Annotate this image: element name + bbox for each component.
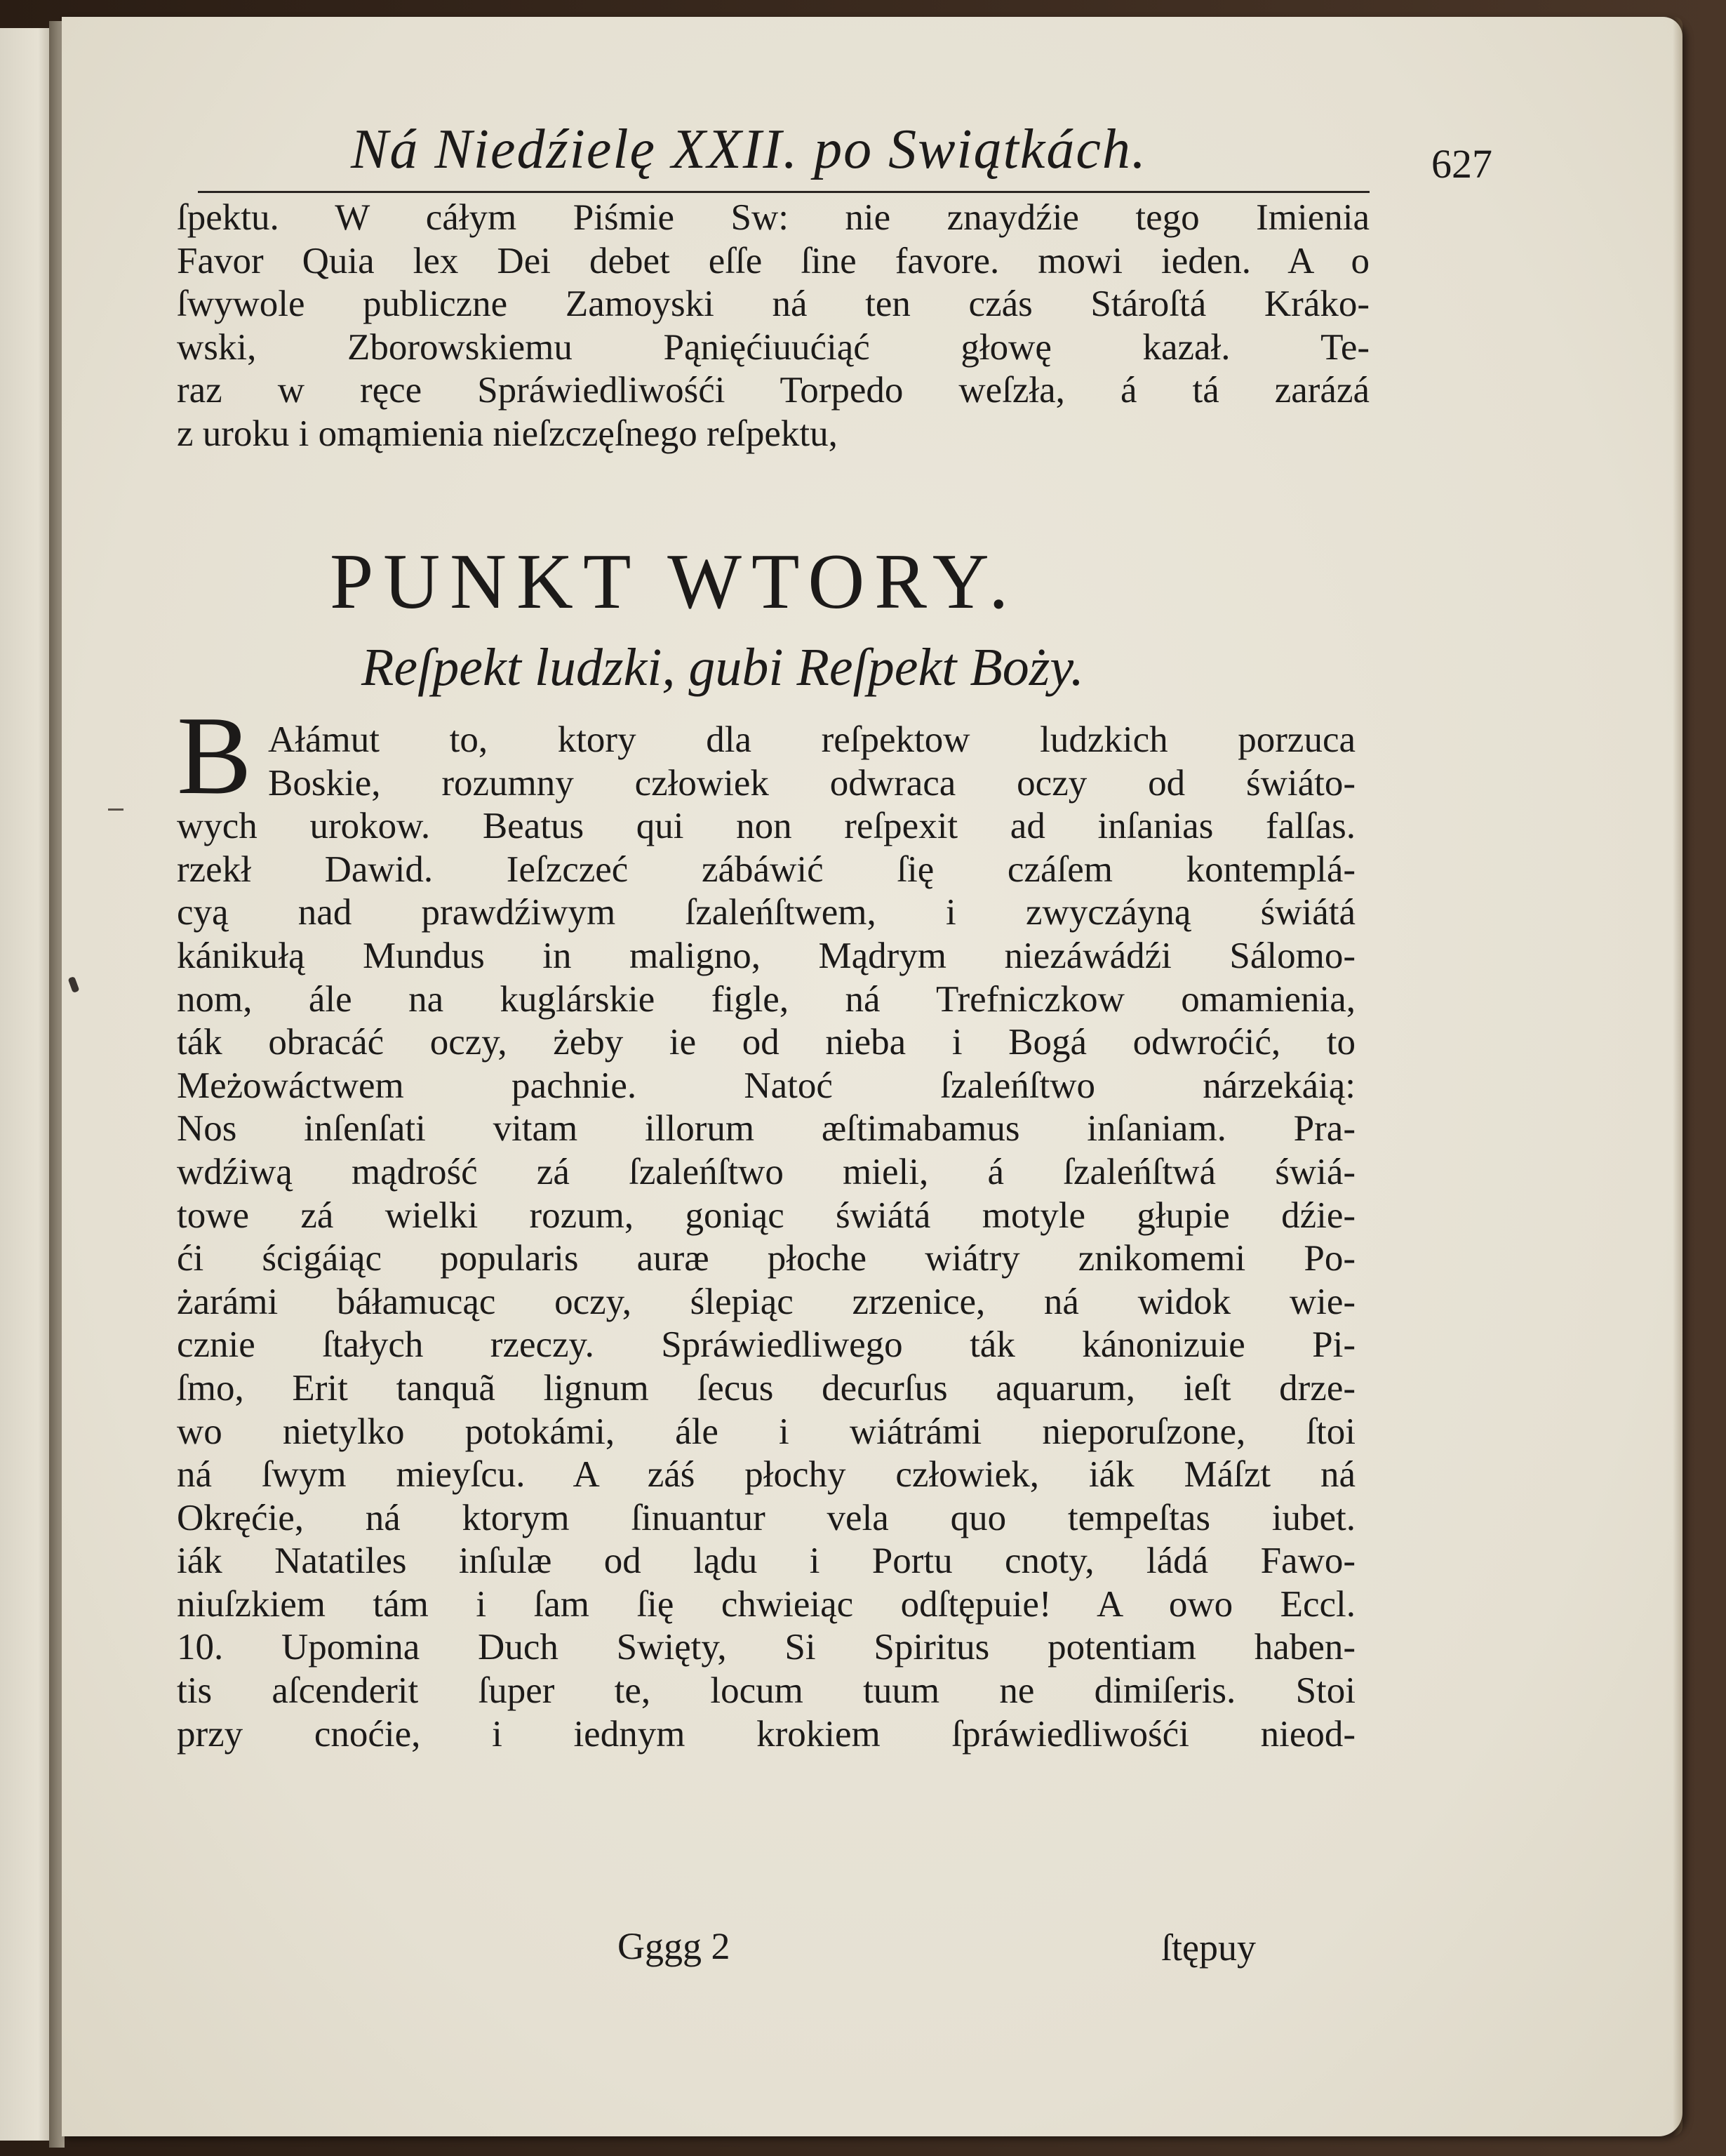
text-line: wdźiwą mądrość zá ſzaleńſtwo mieli, á ſzaleńſtwá świá- [177,1151,1356,1192]
text-line: kánikułą Mundus in maligno, Mądrym niezáwádźi Sálomo- [177,935,1356,976]
section-heading: PUNKT WTORY. [330,538,1019,625]
text-line: ſwywole publiczne Zamoyski ná ten czás Stároſtá Kráko- [177,284,1370,325]
text-line: nom, ále na kuglárskie figle, ná Trefniczkow omamienia, [177,978,1356,1020]
text-line: cznie ſtałych rzeczy. Spráwiedliwego ták kánonizuie Pi- [177,1324,1356,1366]
text-line: ſmo, Erit tanquã lignum ſecus decurſus aquarum, ieſt drze- [177,1367,1356,1409]
text-line: ći ścigáiąc popularis auræ płoche wiátry znikomemi Po- [177,1238,1356,1279]
text-line: ták obracáć oczy, żeby ie od nieba i Bogá odwroćić, to [177,1022,1356,1063]
text-line: niuſzkiem tám i ſam ſię chwieiąc odſtępuie! A owo Eccl. [177,1583,1356,1625]
running-head: Ná Niedźielę XXII. po Swiątkách. [351,119,1147,180]
catchword: ſtępuy [1161,1927,1256,1969]
text-line: wski, Zborowskiemu Pąnięćiuućiąć głowę kazał. Te- [177,326,1370,368]
margin-tick [108,808,123,811]
text-line: przy cnoćie, i iednym krokiem ſpráwiedliwośći nieod- [177,1713,1356,1755]
section-subheading: Reſpekt ludzki, gubi Reſpekt Boży. [361,638,1084,697]
text-line: raz w ręce Spráwiedliwośći Torpedo weſzła, á tá zarázá [177,370,1370,411]
text-line: towe zá wielki rozum, goniąc świátá motyle głupie dźie- [177,1195,1356,1236]
text-line: Nos inſenſati vitam illorum æſtimabamus inſaniam. Pra- [177,1108,1356,1150]
text-line: Boskie, rozumny człowiek odwraca oczy od świáto- [268,762,1356,804]
text-line: iák Natatiles inſulæ od lądu i Portu cnoty, ládá Fawo- [177,1541,1356,1582]
text-line: ſpektu. W cáłym Piśmie Sw: nie znaydźie tego Imienia [177,197,1370,238]
text-line: Okręćie, ná ktorym ſinuantur vela quo tempeſtas iubet. [177,1497,1356,1538]
text-line: Ałámut to, ktory dla reſpektow ludzkich porzuca [268,719,1356,760]
top-paragraph [177,197,1370,456]
page-number: 627 [1431,141,1492,187]
text-line: ná ſwym mieyſcu. A záś płochy człowiek, iák Máſzt ná [177,1454,1356,1496]
text-line: rzekł Dawid. Ieſzczeć zábáwić ſię czáſem kontemplá- [177,849,1356,890]
text-line: Favor Quia lex Dei debet eſſe ſine favore. mowi ieden. A o [177,240,1370,281]
signature-mark: Gggg 2 [617,1925,730,1967]
text-line: żarámi báłamucąc oczy, ślepiąc zrzenice, ná widok wie- [177,1281,1356,1322]
drop-cap: B [177,693,252,818]
text-line: 10. Upomina Duch Swięty, Si Spiritus potentiam haben- [177,1627,1356,1668]
body-paragraph [177,719,1356,1756]
page-edge-shading [1673,17,1682,2136]
text-line: wo nietylko potokámi, ále i wiátrámi nieporuſzone, ſtoi [177,1411,1356,1452]
text-line: Meżowáctwem pachnie. Natoć ſzaleńſtwo nárzekáią: [177,1065,1356,1106]
previous-page-edge [0,28,56,2141]
text-line: cyą nad prawdźiwym ſzaleńſtwem, i zwyczáyną świátá [177,892,1356,933]
text-line: z uroku i omąmienia nieſzczęſnego reſpektu, [177,413,838,454]
header-rule [198,191,1370,193]
text-line: wych urokow. Beatus qui non reſpexit ad inſanias falſas. [177,806,1356,847]
text-line: tis aſcenderit ſuper te, locum tuum ne dimiſeris. Stoi [177,1670,1356,1712]
